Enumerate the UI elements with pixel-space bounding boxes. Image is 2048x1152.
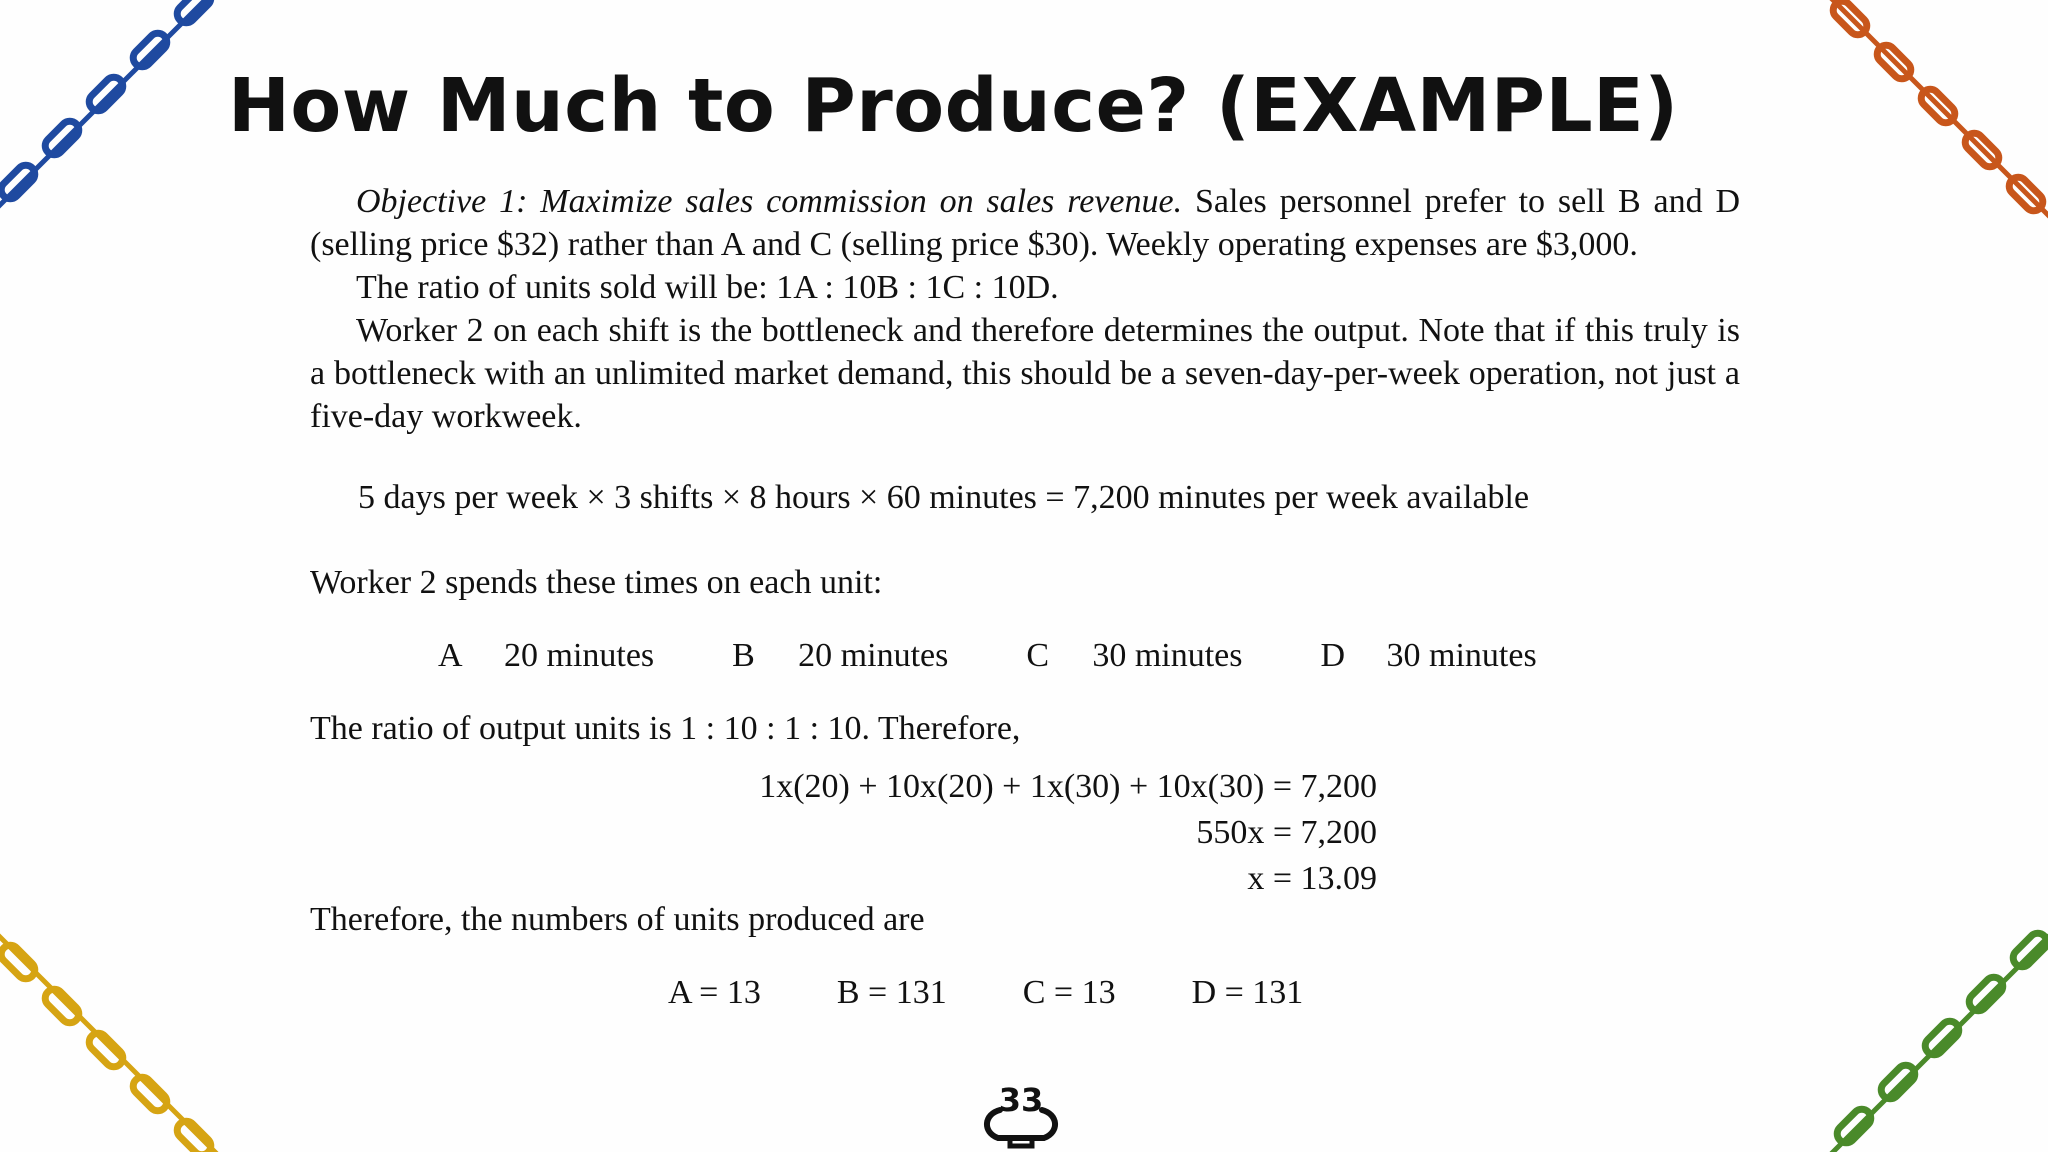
unit-letter: B: [732, 637, 755, 674]
calculation-block: [310, 764, 1377, 902]
unit-letter: D: [1320, 637, 1346, 674]
calculation-line: x = 13.09: [1247, 860, 1377, 897]
ratio-sold-line: The ratio of units sold will be: 1A : 10B : 1C : 10D.: [356, 269, 1059, 306]
chain-decoration-bottom-left: [0, 932, 220, 1152]
unit-time-item: [732, 634, 948, 677]
page-number: [978, 1080, 1064, 1150]
objective-text: Sales personnel prefer to sell B and D (selling price $32) rather than A and C (selling price $30). Weekly operating expenses are $3,000.: [310, 183, 1740, 263]
unit-time-item: [438, 634, 654, 677]
unit-letter: A: [438, 637, 463, 674]
unit-time: 30 minutes: [1386, 637, 1537, 674]
unit-time: 20 minutes: [504, 637, 655, 674]
bottleneck-paragraph: Worker 2 on each shift is the bottleneck and therefore determines the output. Note that if this truly is a bottleneck with an unlimited market demand, this should be a seven-day-per-week operation, not just a five-day workweek.: [310, 312, 1740, 435]
chain-decoration-top-left: [0, 0, 220, 220]
unit-time: 20 minutes: [798, 637, 949, 674]
unit-letter: C: [1026, 637, 1050, 674]
calculation-line: 1x(20) + 10x(20) + 1x(30) + 10x(30) = 7,200: [759, 768, 1377, 805]
unit-time-item: [1321, 634, 1537, 677]
unit-time: 30 minutes: [1092, 637, 1243, 674]
unit-time-item: [1026, 634, 1242, 677]
units-intro: Therefore, the numbers of units produced are: [310, 901, 925, 938]
unit-result: C = 13: [1022, 974, 1116, 1011]
objective-paragraph: [310, 180, 1740, 266]
objective-label: Objective 1: Maximize sales commission on sales revenue.: [356, 183, 1183, 220]
slide-body: [310, 180, 1740, 1014]
unit-result: B = 131: [836, 974, 947, 1011]
unit-result: A = 13: [668, 974, 761, 1011]
unit-times-row: [438, 634, 1740, 677]
page-number-text: 33: [998, 1081, 1044, 1119]
calculation-line: 550x = 7,200: [1196, 814, 1377, 851]
worker-times-intro: Worker 2 spends these times on each unit:: [310, 564, 883, 601]
minutes-equation: 5 days per week × 3 shifts × 8 hours × 60 minutes = 7,200 minutes per week available: [358, 479, 1530, 516]
unit-result: D = 131: [1191, 974, 1304, 1011]
chain-decoration-bottom-right: [1828, 932, 2048, 1152]
output-ratio-line: The ratio of output units is 1 : 10 : 1 : 10. Therefore,: [310, 710, 1021, 747]
chain-decoration-top-right: [1828, 0, 2048, 220]
units-produced-row: [668, 971, 1740, 1014]
slide-title: How Much to Produce? (EXAMPLE): [228, 63, 1679, 149]
